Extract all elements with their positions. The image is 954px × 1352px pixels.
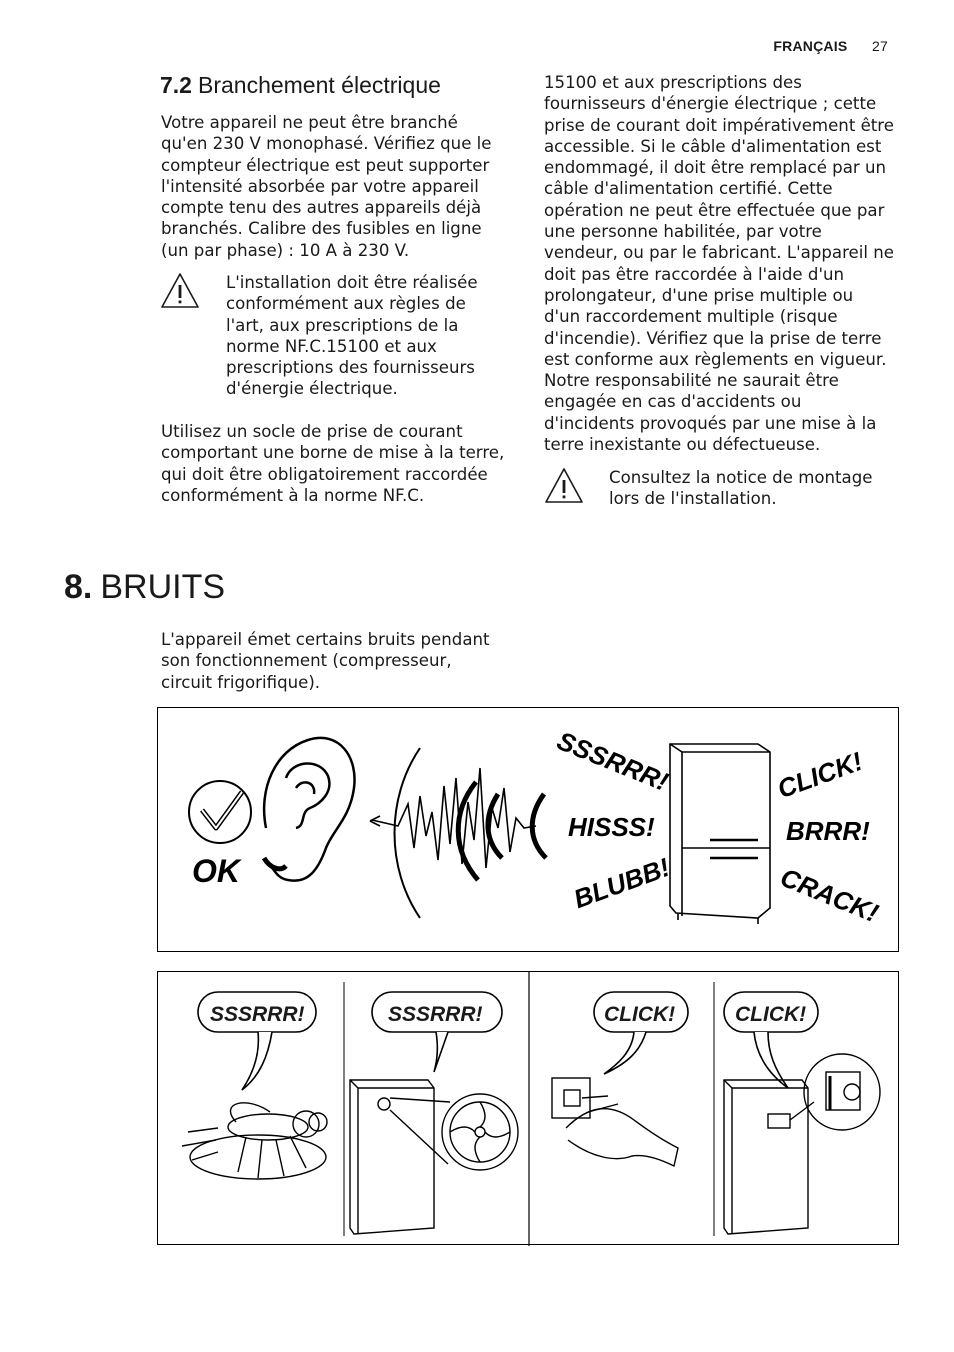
ear-icon [264,738,355,881]
fridge-thermostat-icon [724,1054,880,1234]
section-number: 8. [64,568,93,606]
page-number: 27 [872,38,888,54]
fly-icon [182,1103,327,1179]
section-title: BRUITS [100,568,226,606]
sound-label-brrr: BRRR! [786,816,870,846]
warning-text-2: Consultez la notice de montage lors de l'installation. [609,468,873,509]
paragraph-noise-intro: L'appareil émet certains bruits pendant son fonctionnement (compresseur, circuit frigorifique). [161,630,490,692]
fridge-fan-icon [350,1080,518,1234]
bubble-label-sssrrr-2: SSSRRR! [388,1003,483,1026]
ok-label: OK [192,853,240,889]
sound-wave-icon [370,748,546,918]
hand-switch-icon [552,1078,678,1166]
sound-label-click: CLICK! [773,745,867,805]
paragraph-earthing: Utilisez un socle de prise de courant comportant une borne de mise à la terre, qui doit être obligatoirement raccordée conformément à la norme NF.C. [161,422,505,505]
paragraph-power-supply: Votre appareil ne peut être branché qu'en 230 V monophasé. Vérifiez que le compteur électrique est peut supporter l'intensité absorbée par votre appareil compte tenu des autres appareils déjà branchés. Calibre des fusibles en ligne (un par phase) : 10 A à 230 V. [161,113,492,260]
page-header [773,38,888,55]
sound-label-crack: CRACK! [776,861,883,929]
bubble-label-click-1: CLICK! [604,1003,676,1026]
section-title: Branchement électrique [197,72,441,98]
section-8-heading [64,568,225,607]
warning-block-1 [160,272,510,402]
warning-text-1: L'installation doit être réalisée conformément aux règles de l'art, aux prescriptions de la norme NF.C.15100 et aux prescriptions des fournisseurs d'énergie électrique. [226,273,478,399]
check-circle-icon [189,781,251,843]
language-label: FRANÇAIS [773,38,848,54]
warning-icon [160,272,200,310]
section-number: 7.2 [160,72,192,98]
warning-block-2 [544,467,894,517]
section-8-intro [161,629,506,693]
bubble-label-sssrrr-1: SSSRRR! [210,1003,305,1026]
section-7-2-heading [160,72,441,99]
left-column [161,112,509,261]
paragraph-regulations: 15100 et aux prescriptions des fournisseurs d'énergie électrique ; cette prise de courant doit impérativement être accessible. Si le câble d'alimentation est endommagé, il doit être remplacé par un câble d'alimentation certifié. Cette opération ne peut être effectuée que par une personne habilitée, par votre vendeur, ou par le fabricant. L'appareil ne doit pas être raccordée à l'aide d'un prolongateur, d'une prise multiple ou d'un raccordement multiple (risque d'incendie). Vérifiez que la prise de terre est conforme aux règlements en vigueur. Notre responsabilité ne saurait être engagée en cas d'accidents ou d'incidents provoqués par une mise à la terre inexistante ou défectueuse. [544,73,894,455]
sound-label-blubb: BLUBB! [569,851,674,915]
left-column-2 [161,421,509,506]
noise-illustration-1 [157,707,899,952]
fridge-icon [670,744,770,924]
warning-icon [544,467,584,505]
noise-illustration-2 [157,971,899,1245]
sound-label-sssrrr: SSSRRR! [552,725,673,797]
bubble-label-click-2: CLICK! [735,1003,807,1026]
sound-label-hisss: HISSS! [568,812,655,842]
right-column [544,72,894,455]
